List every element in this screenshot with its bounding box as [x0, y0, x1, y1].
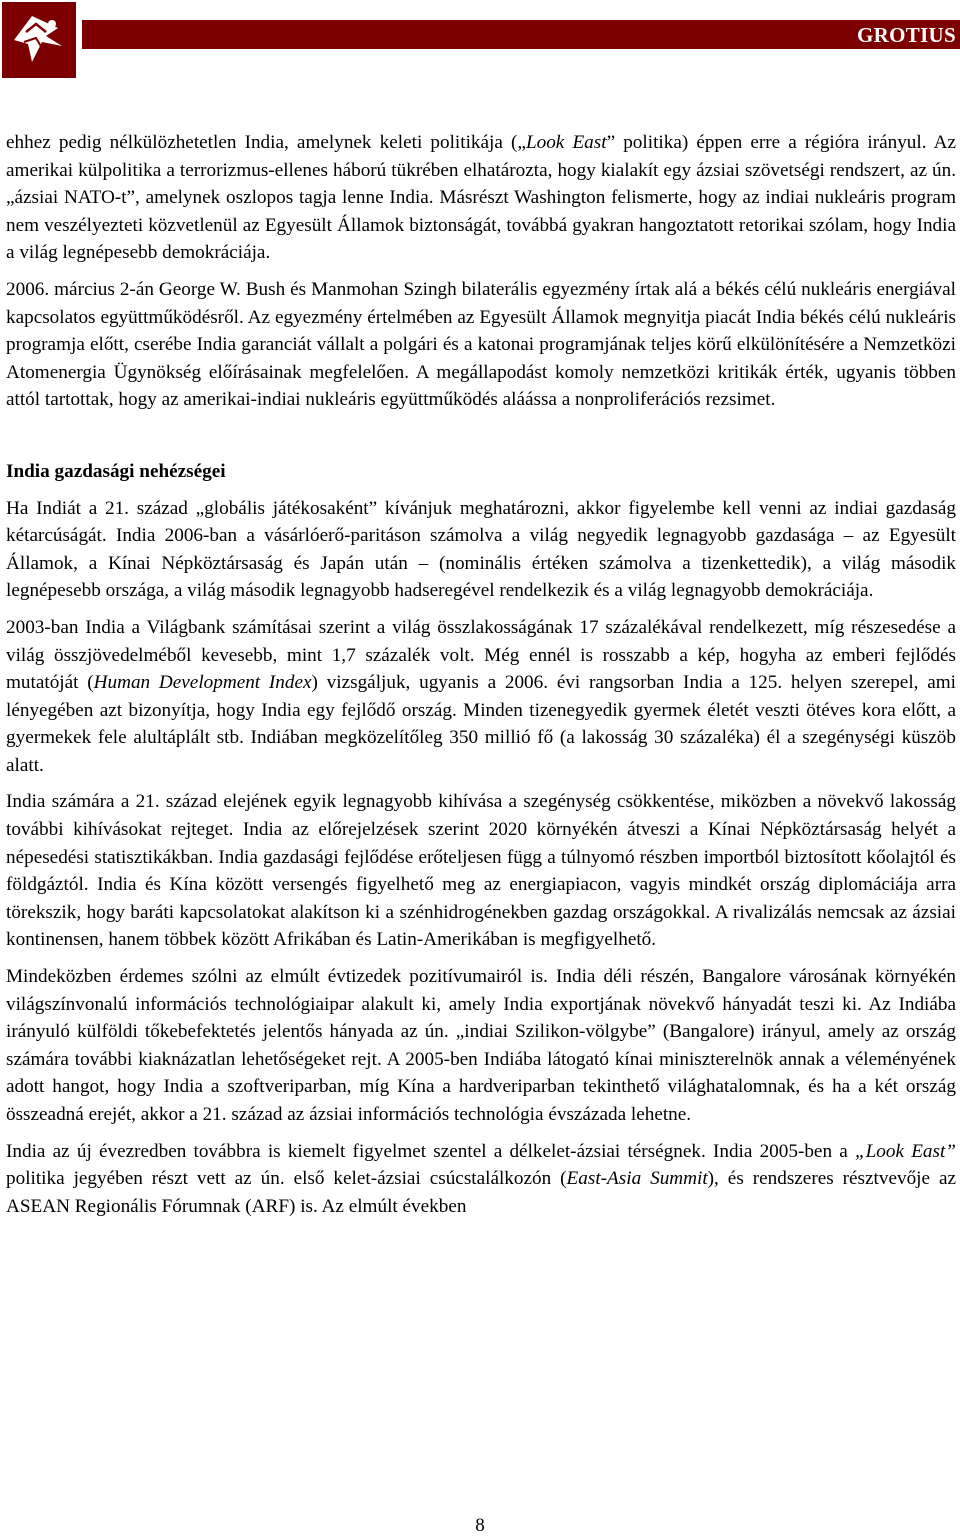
paragraph: Mindeközben érdemes szólni az elmúlt évtizedek pozitívumairól is. India déli részén, Bangalore városának környékén világszínvonalú információs technológiaipar alakult ki, amely India exportjának növekvő hányadát teszi ki. Az Indiába irányuló külföldi tőkebefektetés jelentős hányada az ún. „indiai Szilikon-völgybe” (Bangalore) irányul, amely az ország számára további kiaknázatlan lehetőségeket rejt. A 2005-ben Indiába látogató kínai miniszterelnök annak a véleményének adott hangot, hogy India a szoftveriparban, míg Kína a hardveriparban tekinthető világhatalomnak, és ha a két ország összeadná erejét, akkor a 21. század az ázsiai információs technológia évszázada lehetne.: [6, 966, 956, 1125]
page-header: [0, 0, 960, 80]
paragraph: Ha Indiát a 21. század „globális játékosaként” kívánjuk meghatározni, akkor figyelembe kell venni az indiai gazdaság kétarcúságát. India 2006-ban a vásárlóerő-paritáson számolva a világ negyedik legnagyobb gazdasága – az Egyesült Államok, a Kínai Népköztársaság és Japán után – (nominális értéken számolva a tizenkettedik), a világ második legnépesebb országa, a világ második legnagyobb hadseregével rendelkezik és a világ legnagyobb demokráciája.: [6, 497, 956, 602]
paragraph: India számára a 21. század elejének egyik legnagyobb kihívása a szegénység csökkentése, miközben a növekvő lakosság további kihívásokat rejteget. India az előrejelzések szerint 2020 környékén átveszi a Kínai Népköztársaság helyét a népesedési statisztikákban. India gazdasági fejlődése erőteljesen függ a túlnyomó részben importból biztosított kőolajtól és földgáztól. India és Kína között versengés figyelhető meg az energiapiacon, vagyis mindkét ország diplomáciája arra törekszik, hogy baráti kapcsolatokat alakítson ki a szénhidrogénekben gazdag országokkal. A rivalizálás nemcsak az ázsiai kontinensen, hanem többek között Afrikában és Latin-Amerikában is megfigyelhető.: [6, 791, 956, 951]
paragraph: ehhez pedig nélkülözhetetlen India, amelynek keleti politikája („Look East” politika) éppen erre a régióra irányul. Az amerikai külpolitika a terrorizmus-ellenes háború tükrében elhatározta, hogy kialakít egy ázsiai szövetségi rendszert, az ún. „ázsiai NATO-t”, amelynek oszlopos tagja lenne India. Másrészt Washington felismerte, hogy az indiai nukleáris program nem veszélyezteti közvetlenül az Egyesült Államok biztonságát, továbbá gyakran hangoztatott retorikai szólam, hogy India a világ legnépesebb demokráciája.: [6, 132, 956, 264]
grotius-logo-icon: [2, 2, 76, 78]
paragraph: India az új évezredben továbbra is kiemelt figyelmet szentel a délkelet-ázsiai térségnek. India 2005-ben a „Look East” politika jegyében részt vett az ún. első kelet-ázsiai csúcstalálkozón (East-Asia Summit), és rendszeres résztvevője az ASEAN Regionális Fórumnak (ARF) is. Az elmúlt években: [6, 1140, 956, 1217]
paragraph: 2006. március 2-án George W. Bush és Manmohan Szingh bilaterális egyezmény írtak alá a békés célú nukleáris energiával kapcsolatos együttműködésről. Az egyezmény értelmében az Egyesült Államok megnyitja piacát India békés célú nukleáris programja előtt, cserébe India garanciát vállalt a polgári és a katonai programjának teljes körű elkülönítésére a Nemzetközi Atomenergia Ügynökség előírásainak megfelelően. A megállapodást komoly nemzetközi kritikák érték, ugyanis többen attól tartottak, hogy az amerikai-indiai nukleáris együttműködés aláássa a nonproliferációs rezsimet.: [6, 278, 956, 411]
article-body: [6, 129, 956, 1229]
brand-title: GROTIUS: [857, 23, 956, 47]
paragraph: 2003-ban India a Világbank számításai szerint a világ összlakosságának 17 százalékával rendelkezett, míg részesedése a világ összjövedelméből kevesebb, mint 1,7 százalék volt. Még ennél is rosszabb a kép, hogyha az emberi fejlődés mutatóját (Human Development Index) vizsgáljuk, ugyanis a 2006. évi rangsorban India a 125. helyen szerepel, ami lényegében azt bizonyítja, hogy India egy fejlődő ország. Minden tizenegyedik gyermek életét veszti ötéves kora előtt, a gyermekek fele alultáplált stb. Indiában megközelítőleg 350 millió fő (a lakosság 30 százaléka) él a szegénységi küszöb alatt.: [6, 616, 957, 776]
header-bar: [82, 20, 960, 49]
section-heading: India gazdasági nehézségei: [6, 460, 226, 482]
page-number: 8: [475, 1515, 485, 1536]
